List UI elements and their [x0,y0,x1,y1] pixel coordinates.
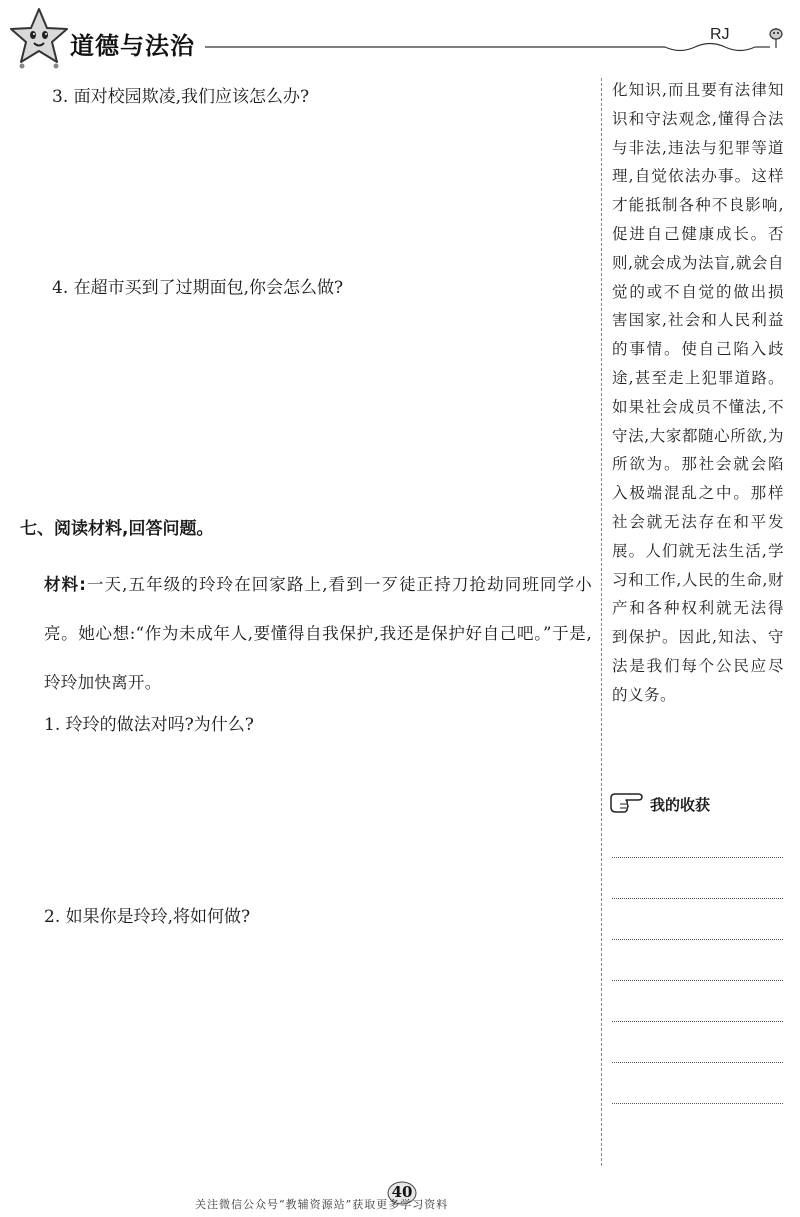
material-label: 材料: [44,575,87,594]
sidebar-text: 化知识,而且要有法律知识和守法观念,懂得合法与非法,违法与犯罪等道理,自觉依法办事。这样才能抵制各种不良影响,促进自己健康成长。否则,就会成为法盲,就会自觉的或不自觉的做出损害国家,社会和人民利益的事情。使自己陷入歧途,甚至走上犯罪道路。如果社会成员不懂法,不守法,大家都随心所欲,为所欲为。那社会就会陷入极端混乱之中。那样社会就无法存在和平发展。人们就无法生活,学习和工作,人民的生命,财产和各种权利就无法得到保护。因此,知法、守法是我们每个公民应尽的义务。 [612,81,784,704]
reading-material [44,560,592,707]
footer-notice: 关注微信公众号“教辅资源站”获取更多学习资料 [195,1198,449,1211]
question-4: 4. 在超市买到了过期面包,你会怎么做? [52,278,344,298]
subject-title: 道德与法治 [70,32,195,60]
section-7-title: 七、阅读材料,回答问题。 [20,519,214,539]
note-line [612,1062,783,1063]
material-text: 一天,五年级的玲玲在回家路上,看到一歹徒正持刀抢劫同班同学小亮。她心想:“作为未成年人,要懂得自我保护,我还是保护好自己吧。”于是,玲玲加快离开。 [44,575,592,692]
section-7-question-2: 2. 如果你是玲玲,将如何做? [44,907,251,927]
note-line [612,1103,783,1104]
note-line [612,980,783,981]
edition-label: RJ [710,26,730,43]
header-rule [205,42,795,56]
column-divider [601,78,602,1166]
my-gains-label: 我的收获 [650,796,711,814]
section-7-question-1: 1. 玲玲的做法对吗?为什么? [44,715,254,735]
star-mascot-icon [8,6,70,70]
leaf-ornament-icon [764,22,788,50]
page-number: 40 [391,1183,413,1201]
note-line [612,898,783,899]
page-header [0,0,800,75]
note-line [612,1021,783,1022]
note-line [612,857,783,858]
pointing-hand-icon [608,790,648,816]
question-3: 3. 面对校园欺凌,我们应该怎么办? [52,87,310,107]
note-line [612,939,783,940]
